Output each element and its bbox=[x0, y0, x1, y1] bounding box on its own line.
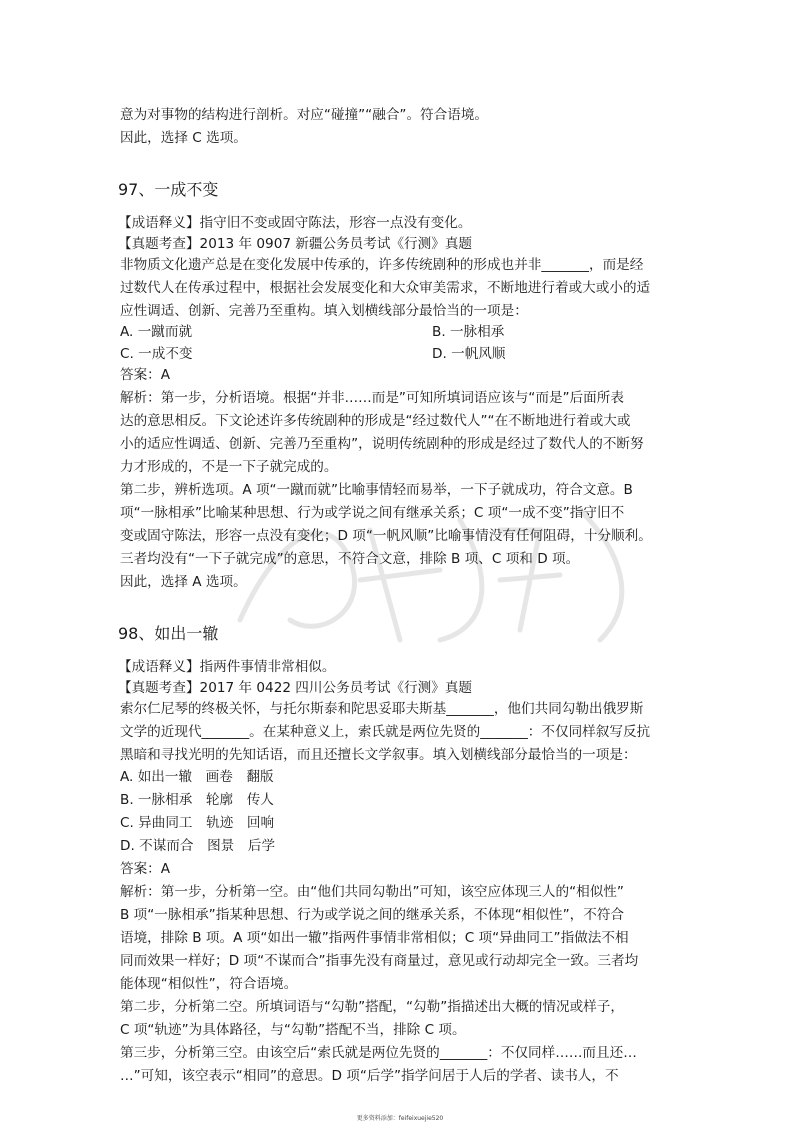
option-d: D. 不谋而合 图景 后学 bbox=[120, 838, 276, 854]
analysis-line: 力才形成的，不是一下子就完成的。 bbox=[120, 459, 338, 475]
analysis-line: 变或固守陈法，形容一点没有变化；D 项“一帆风顺”比喻事情没有任何阻碍，十分顺利。 bbox=[120, 528, 652, 544]
analysis-line: 因此，选择 A 选项。 bbox=[120, 574, 247, 590]
analysis-line: 同而效果一样好；D 项“不谋而合”指事先没有商量过，意见或行动却完全一致。三者均 bbox=[120, 953, 639, 969]
question-stem: 黑暗和寻找光明的先知话语，而且还擅长文学叙事。填入划横线部分最恰当的一项是： bbox=[120, 747, 637, 763]
idiom-meaning: 【成语释义】指守旧不变或固守陈法，形容一点没有变化。 bbox=[118, 215, 472, 231]
question-stem: 索尔仁尼琴的终极关怀，与托尔斯泰和陀思妥耶夫斯基_______，他们共同勾勒出俄罗斯 bbox=[120, 701, 644, 717]
analysis-line: 达的意思相反。下文论述许多传统剧种的形成是“经过数代人”“在不断地进行着或大或 bbox=[120, 413, 631, 429]
question-stem: 非物质文化遗产总是在变化发展中传承的，许多传统剧种的形成也并非_______，而是经 bbox=[120, 257, 644, 273]
analysis-line: 第二步，分析第二空。所填词语与“勾勒”搭配，“勾勒”指描述出大概的情况或样子， bbox=[120, 999, 624, 1015]
analysis-line: 小的适应性调适、创新、完善乃至重构”，说明传统剧种的形成是经过了数代人的不断努 bbox=[120, 436, 644, 452]
analysis-line: 第二步，辨析选项。A 项“一蹴而就”比喻事情轻而易举，一下子就成功，符合文意。B bbox=[120, 482, 633, 498]
exam-source: 【真题考查】2013 年 0907 新疆公务员考试《行测》真题 bbox=[118, 236, 473, 252]
option-c: C. 异曲同工 轨迹 回响 bbox=[120, 815, 275, 831]
option-c: C. 一成不变 bbox=[120, 346, 193, 362]
option-b: B. 一脉相承 bbox=[432, 324, 505, 340]
option-b: B. 一脉相承 轮廓 传人 bbox=[120, 792, 274, 808]
analysis-line: 解析：第一步，分析第一空。由“他们共同勾勒出”可知，该空应体现三人的“相似性” bbox=[120, 884, 624, 900]
analysis-line: 解析：第一步，分析语境。根据“并非……而是”可知所填词语应该与“而是”后面所表 bbox=[120, 390, 624, 406]
question-stem: 应性调适、创新、完善乃至重构。填入划横线部分最恰当的一项是： bbox=[120, 303, 528, 319]
watermark-graphic bbox=[200, 470, 680, 670]
question-stem: 文学的近现代_______。在某种意义上，索氏就是两位先贤的_______：不仅同样叙写反抗 bbox=[120, 724, 651, 740]
question-stem: 过数代人在传承过程中，根据社会发展变化和大众审美需求，不断地进行着或大或小的适 bbox=[120, 280, 651, 296]
question-98-heading: 98、如出一辙 bbox=[118, 624, 219, 643]
exam-source: 【真题考查】2017 年 0422 四川公务员考试《行测》真题 bbox=[118, 680, 473, 696]
question-97-heading: 97、一成不变 bbox=[118, 180, 219, 199]
idiom-meaning: 【成语释义】指两件事情非常相似。 bbox=[118, 659, 336, 675]
analysis-line: 三者均没有“一下子就完成”的意思，不符合文意，排除 B 项、C 项和 D 项。 bbox=[120, 551, 580, 567]
text-line: 意为对事物的结构进行剖析。对应“碰撞”“融合”。符合语境。 bbox=[120, 107, 489, 123]
answer: 答案：A bbox=[120, 861, 171, 877]
page-footer: 更多资料添加：feifeixuejie520 bbox=[356, 1115, 444, 1122]
analysis-line: 第三步，分析第三空。由该空后“索氏就是两位先贤的_______：不仅同样……而且还… bbox=[120, 1045, 637, 1061]
analysis-line: 项“一脉相承”比喻某种思想、行为或学说之间有继承关系；C 项“一成不变”指守旧不 bbox=[120, 505, 625, 521]
analysis-line: B 项“一脉相承”指某种思想、行为或学说之间的继承关系，不体现“相似性”，不符合 bbox=[120, 907, 625, 923]
analysis-line: C 项“轨迹”为具体路径，与“勾勒”搭配不当，排除 C 项。 bbox=[120, 1022, 466, 1038]
analysis-line: 语境，排除 B 项。A 项“如出一辙”指两件事情非常相似；C 项“异曲同工”指做法不相 bbox=[120, 930, 629, 946]
analysis-line: …”可知，该空表示“相同”的意思。D 项“后学”指学问居于人后的学者、读书人，不 bbox=[120, 1068, 619, 1084]
answer: 答案：A bbox=[120, 367, 171, 383]
option-a: A. 一蹴而就 bbox=[120, 324, 193, 340]
text-line: 因此，选择 C 选项。 bbox=[120, 130, 247, 146]
option-d: D. 一帆风顺 bbox=[432, 346, 506, 362]
analysis-line: 能体现“相似性”，符合语境。 bbox=[120, 976, 298, 992]
option-a: A. 如出一辙 画卷 翻版 bbox=[120, 769, 274, 785]
